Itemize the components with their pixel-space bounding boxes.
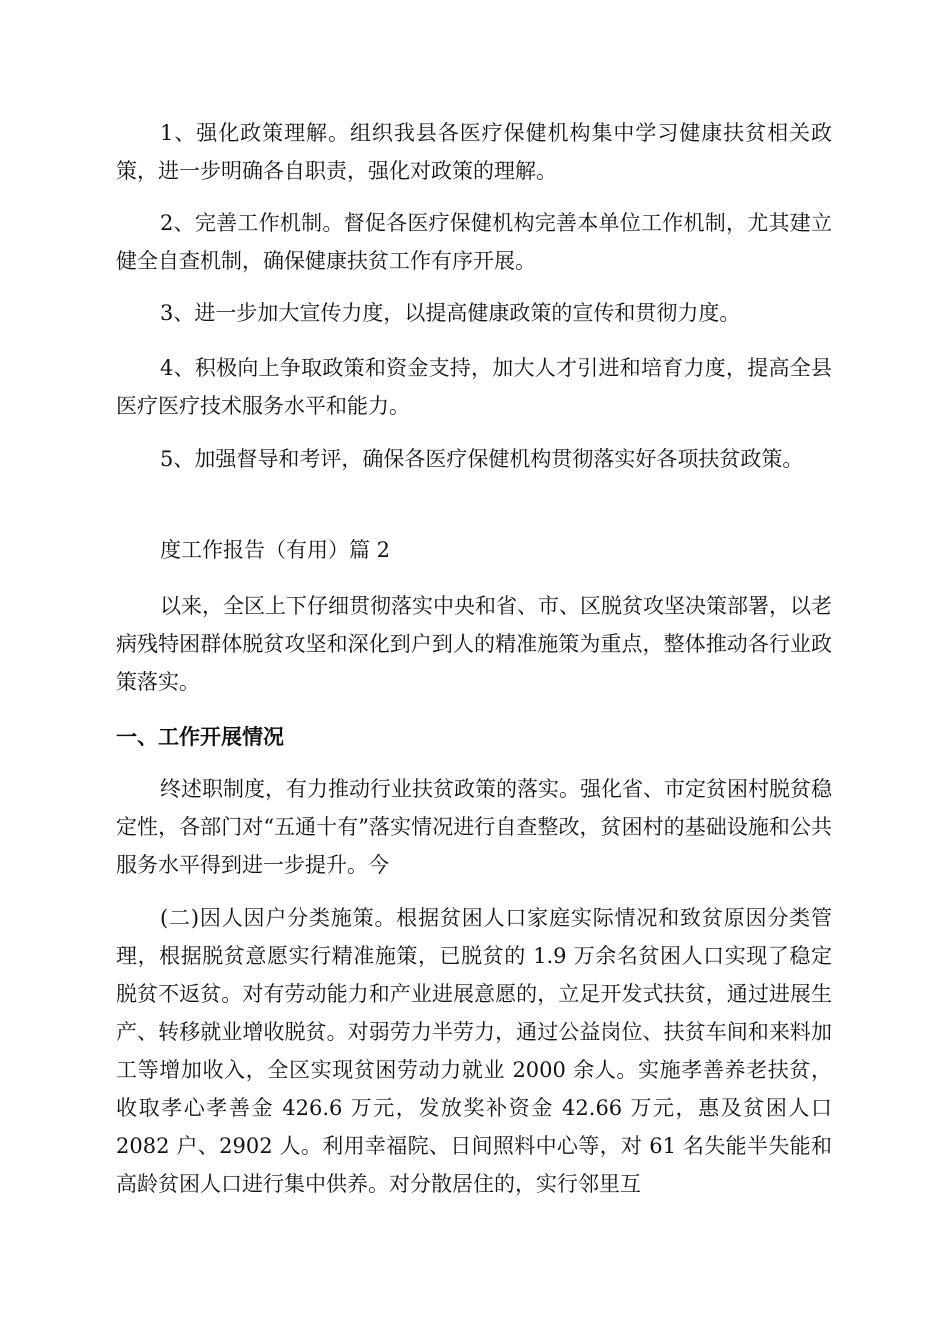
section-title-report: 度工作报告（有用）篇 2 [160,538,391,562]
heading-work-progress: 一、工作开展情况 [116,725,284,749]
paragraph-work-mechanism: 2、完善工作机制。督促各医疗保健机构完善本单位工作机制，尤其建立健全自查机制，确保健康扶贫工作有序开展。 [116,211,832,273]
paragraph-overview: 以来，全区上下仔细贯彻落实中央和省、市、区脱贫攻坚决策部署，以老病残特困群体脱贫攻坚和深化到户到人的精准施策为重点，整体推动各行业政策落实。 [116,594,832,694]
paragraph-classified-measures: (二)因人因户分类施策。根据贫困人口家庭实际情况和致贫原因分类管理，根据脱贫意愿实行精准施策，已脱贫的 1.9 万余名贫困人口实现了稳定脱贫不返贫。对有劳动能力和产业进展意愿的，立足开发式扶贫，通过进展生产、转移就业增收脱贫。对弱劳力半劳力，通过公益岗位、扶贫车间和来料加工等增加收入，全区实现贫困劳动力就业 2000 余人。实施孝善养老扶贫，收取孝心孝善金 426.6 万元，发放奖补资金 42.66 万元，惠及贫困人口 2082 户、2902 人。利用幸福院、日间照料中心等，对 61 名失能半失能和高龄贫困人口进行集中供养。对分散居住的，实行邻里互 [116,906,832,1196]
paragraph-policy-understanding: 1、强化政策理解。组织我县各医疗保健机构集中学习健康扶贫相关政策，进一步明确各自职责，强化对政策的理解。 [116,121,832,183]
paragraph-funding-support: 4、积极向上争取政策和资金支持，加大人才引进和培育力度，提高全县医疗医疗技术服务水平和能力。 [116,356,832,418]
paragraph-publicity: 3、进一步加大宣传力度，以提高健康政策的宣传和贯彻力度。 [160,301,741,325]
paragraph-responsibility: 终述职制度，有力推动行业扶贫政策的落实。强化省、市定贫困村脱贫稳定性，各部门对“五通十有”落实情况进行自查整改，贫困村的基础设施和公共服务水平得到进一步提升。今 [116,777,832,877]
paragraph-supervision: 5、加强督导和考评，确保各医疗保健机构贯彻落实好各项扶贫政策。 [160,447,804,471]
